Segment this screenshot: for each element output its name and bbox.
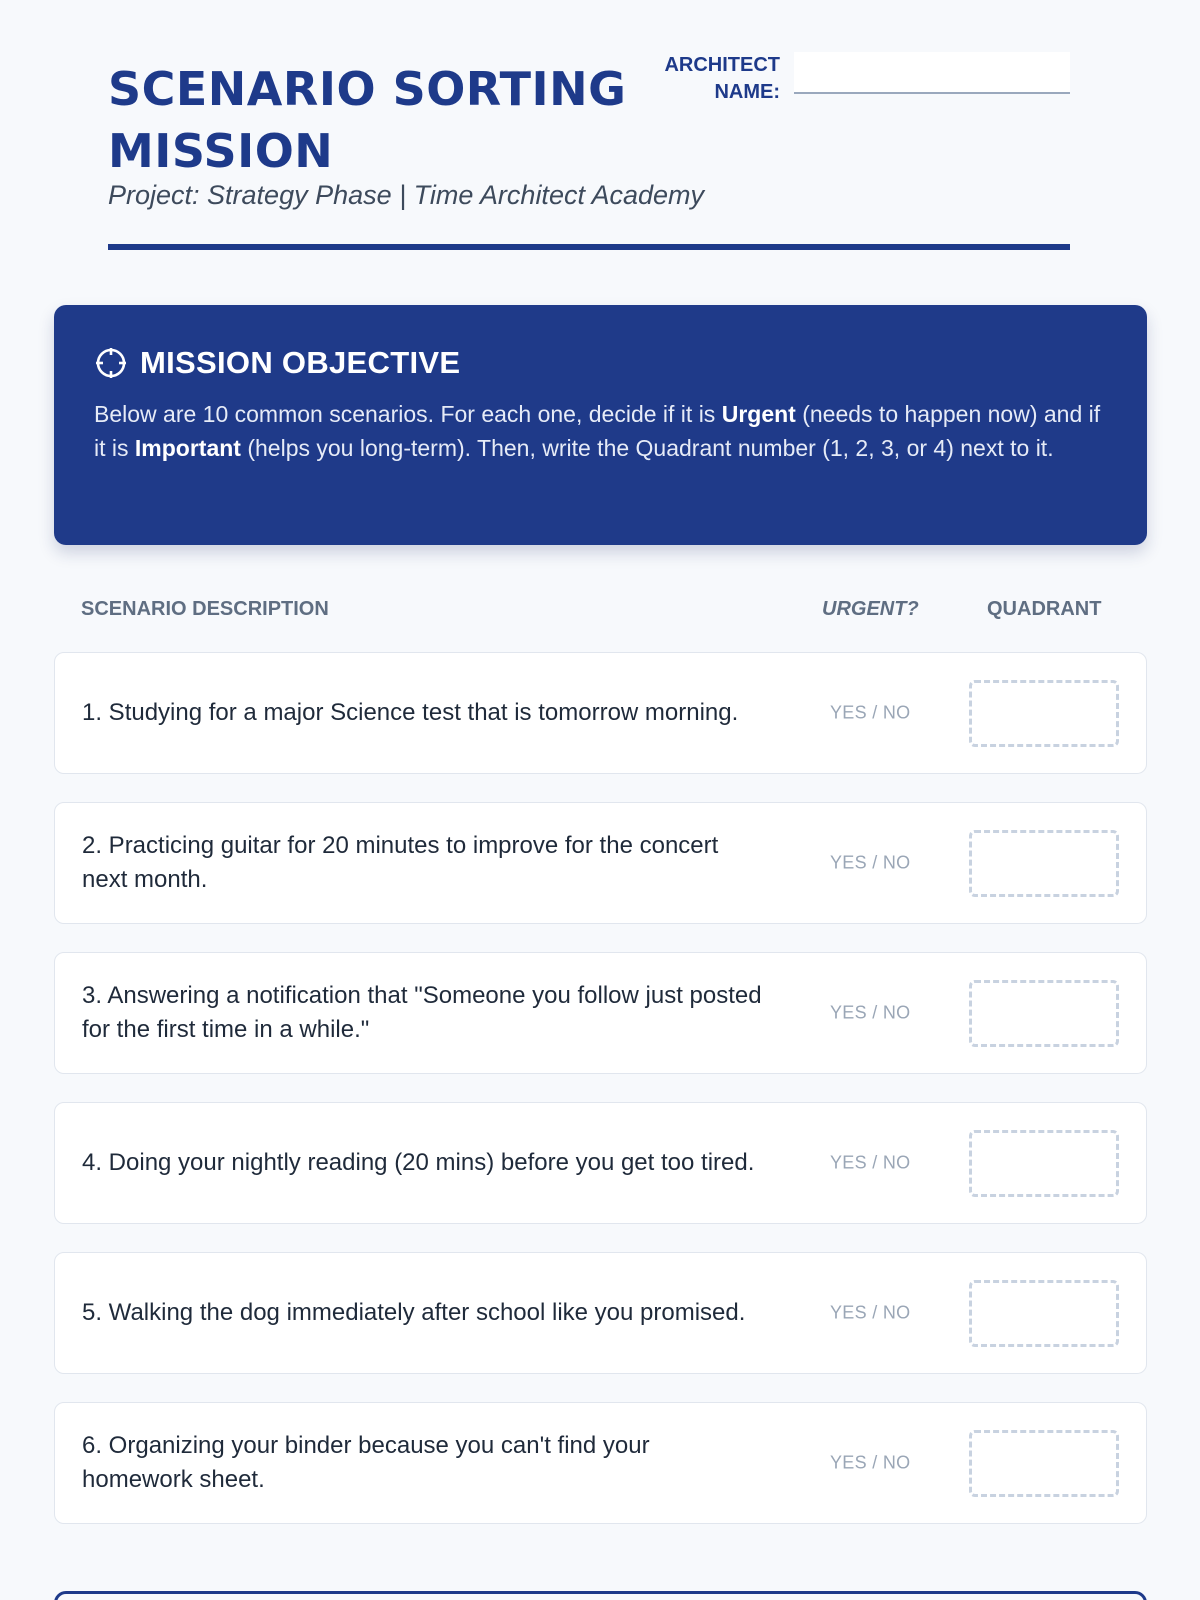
page-title: SCENARIO SORTING MISSION (108, 62, 627, 178)
target-icon (94, 346, 128, 380)
column-header-quadrant: QUADRANT (987, 598, 1102, 620)
quadrant-input[interactable] (969, 1430, 1119, 1497)
scenario-row (54, 652, 1147, 774)
scenario-row (54, 1102, 1147, 1224)
urgent-yes-no[interactable]: YES / NO (830, 852, 911, 873)
mission-objective-card (54, 305, 1147, 545)
architect-name-block (650, 52, 1070, 106)
scenario-text: 1. Studying for a major Science test that is tomorrow morning. (82, 699, 739, 726)
quadrant-input[interactable] (969, 680, 1119, 747)
objective-title: MISSION OBJECTIVE (140, 345, 461, 380)
scenario-text: 3. Answering a notification that "Someone you follow just posted for the first time in a while." (82, 982, 762, 1043)
urgent-yes-no[interactable]: YES / NO (830, 1302, 911, 1323)
column-header-urgent: URGENT? (822, 598, 919, 620)
urgent-yes-no[interactable]: YES / NO (830, 702, 911, 723)
scenario-row (54, 1402, 1147, 1524)
quadrant-input[interactable] (969, 980, 1119, 1047)
quadrant-input[interactable] (969, 1130, 1119, 1197)
scenario-text: 4. Doing your nightly reading (20 mins) before you get too tired. (82, 1149, 755, 1176)
quadrant-input[interactable] (969, 1280, 1119, 1347)
urgent-yes-no[interactable]: YES / NO (830, 1152, 911, 1173)
scenario-row (54, 1252, 1147, 1374)
column-header-description: SCENARIO DESCRIPTION (81, 598, 329, 620)
header-divider (108, 244, 1070, 250)
scenario-row (54, 952, 1147, 1074)
urgent-yes-no[interactable]: YES / NO (830, 1002, 911, 1023)
quadrant-input[interactable] (969, 830, 1119, 897)
objective-heading (94, 345, 1107, 381)
objective-text: Below are 10 common scenarios. For each one, decide if it is Urgent (needs to happen now) and if it is Important (helps you long-term). Then, write the Quadrant number (1, 2, 3, or 4) next to it. (94, 401, 1101, 461)
important-term: Important (134, 435, 241, 461)
table-header (54, 598, 1147, 628)
scenario-text: 5. Walking the dog immediately after school like you promised. (82, 1299, 746, 1326)
architect-name-input[interactable] (794, 52, 1070, 94)
header (54, 0, 1146, 252)
scenario-row (54, 802, 1147, 924)
scenario-text: 2. Practicing guitar for 20 minutes to improve for the concert next month. (82, 832, 719, 893)
urgent-yes-no[interactable]: YES / NO (830, 1452, 911, 1473)
scenario-text: 6. Organizing your binder because you can't find your homework sheet. (82, 1432, 650, 1493)
next-section-edge (54, 1591, 1147, 1600)
urgent-term: Urgent (721, 401, 796, 427)
page-subtitle: Project: Strategy Phase | Time Architect Academy (108, 180, 705, 210)
architect-name-label: ARCHITECT NAME: (664, 54, 780, 103)
